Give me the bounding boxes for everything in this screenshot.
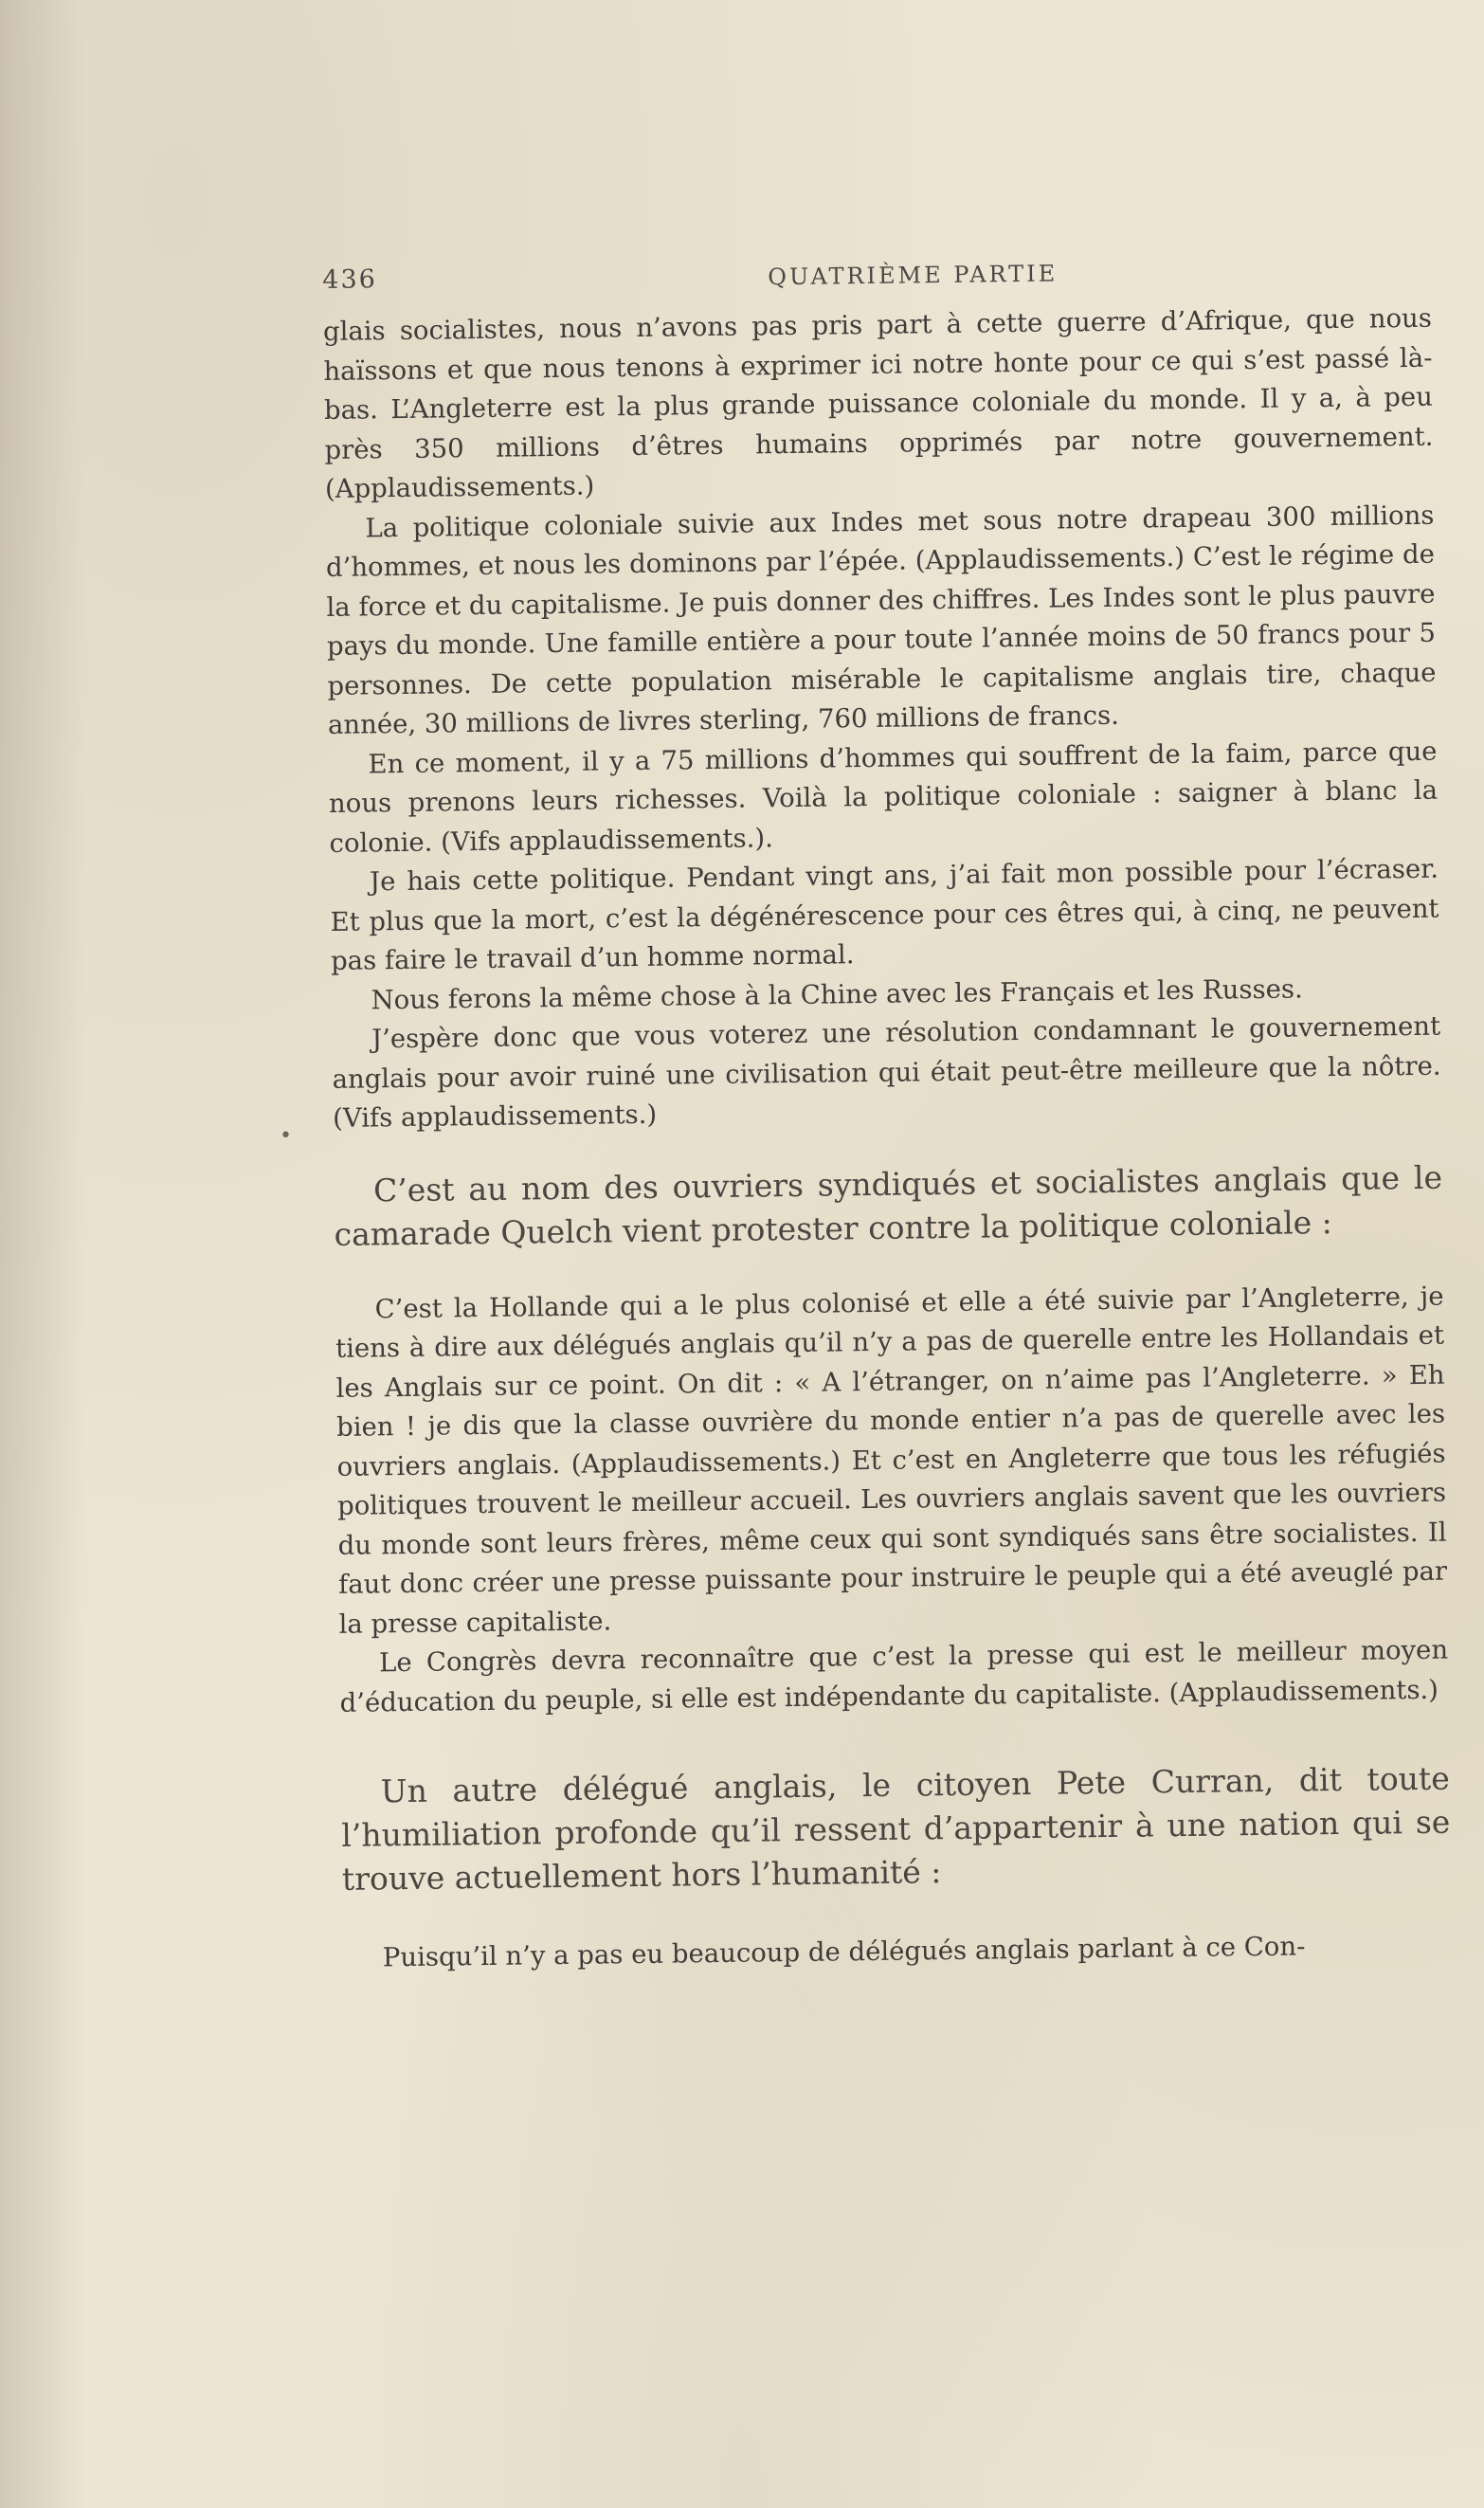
page-number: 436 [322, 264, 378, 295]
speech-block-2 [335, 1277, 1448, 1723]
paragraph-5: Nous ferons la même chose à la Chine avec les Français et les Russes. [371, 972, 1303, 1015]
narration-quelch: C’est au nom des ouvriers syndiqués et socialistes anglais que le camarade Quelch vient protester contre la politique coloniale : [334, 1158, 1443, 1253]
paragraph-3: En ce moment, il y a 75 millions d’hommes qui souffrent de la faim, parce que nous prenons leurs richesses. Voilà la politique coloniale : saigner à blanc la colonie. (Vifs applaudissements.). [328, 736, 1439, 859]
paragraph-1: glais socialistes, nous n’avons pas pris part à cette guerre d’Afrique, que nous haïssons et que nous tenons à exprimer ici notre honte pour ce qui s’est passé là-bas. L’Angleterre est la plus grande puissance coloniale du monde. Il y a, à peu près 350 millions d’êtres humains opprimés par notre gouvernement. (Applaudissements.) [322, 302, 1434, 504]
paragraph-8: C’est la Hollande qui a le plus colonisé et elle a été suivie par l’Angleterre, je tiens à dire aux délégués anglais qu’il n’y a pas de querelle entre les Hollandais et les Anglais sur ce point. On dit : « A l’étranger, on n’aime pas l’Angleterre. » Eh bien ! je dis que la classe ouvrière du monde entier n’a pas de querelle avec les ouvriers anglais. (Applaudissements.) Et c’est en Angleterre que tous les réfugiés politiques trouvent le meilleur accueil. Les ouvriers anglais savent que les ouvriers du monde sont leurs frères, même ceux qui sont syndiqués sans être socialistes. Il faut donc créer une presse puissante pour instruire le peuple qui a été aveuglé par la presse capitaliste. [335, 1281, 1448, 1640]
paragraph-6: J’espère donc que vous voterez une résolution condamnant le gouvernement anglais pour avoir ruiné une civilisation qui était peut-être meilleure que la nôtre. (Vifs applaudissements.) [332, 1010, 1441, 1134]
speech-block-1 [323, 300, 1442, 1139]
text-block [322, 243, 1452, 1979]
stray-margin-mark: • [280, 1124, 292, 1148]
section-title: QUATRIÈME PARTIE [768, 260, 1059, 291]
paragraph-11: Puisqu’il n’y a pas eu beaucoup de délégués anglais parlant à ce Con- [382, 1931, 1306, 1973]
paragraph-4: Je hais cette politique. Pendant vingt ans, j’ai fait mon possible pour l’écraser. Et plus que la mort, c’est la dégénérescence pour ces êtres qui, à cinq, ne peuvent pas faire le travail d’un homme normal. [330, 853, 1439, 976]
narration-curran: Un autre délégué anglais, le citoyen Pete Curran, dit toute l’humiliation profonde qu’il ressent d’appartenir à une nation qui se trouve actuellement hors l’humanité : [341, 1759, 1451, 1898]
spine-shadow [0, 0, 85, 2508]
paragraph-9: Le Congrès devra reconnaître que c’est la presse qui est le meilleur moyen d’éducation du peuple, si elle est indépendante du capitaliste. (Applaudissements.) [339, 1634, 1449, 1718]
paragraph-2: La politique coloniale suivie aux Indes met sous notre drapeau 300 millions d’hommes, et nous les dominons par l’épée. (Applaudissements.) C’est le régime de la force et du capitalisme. Je puis donner des chiffres. Les Indes sont le plus pauvre pays du monde. Une famille entière a pour toute l’année moins de 50 francs pour 5 personnes. De cette population misérable le capitalisme anglais tire, chaque année, 30 millions de livres sterling, 760 millions de francs. [325, 500, 1437, 740]
